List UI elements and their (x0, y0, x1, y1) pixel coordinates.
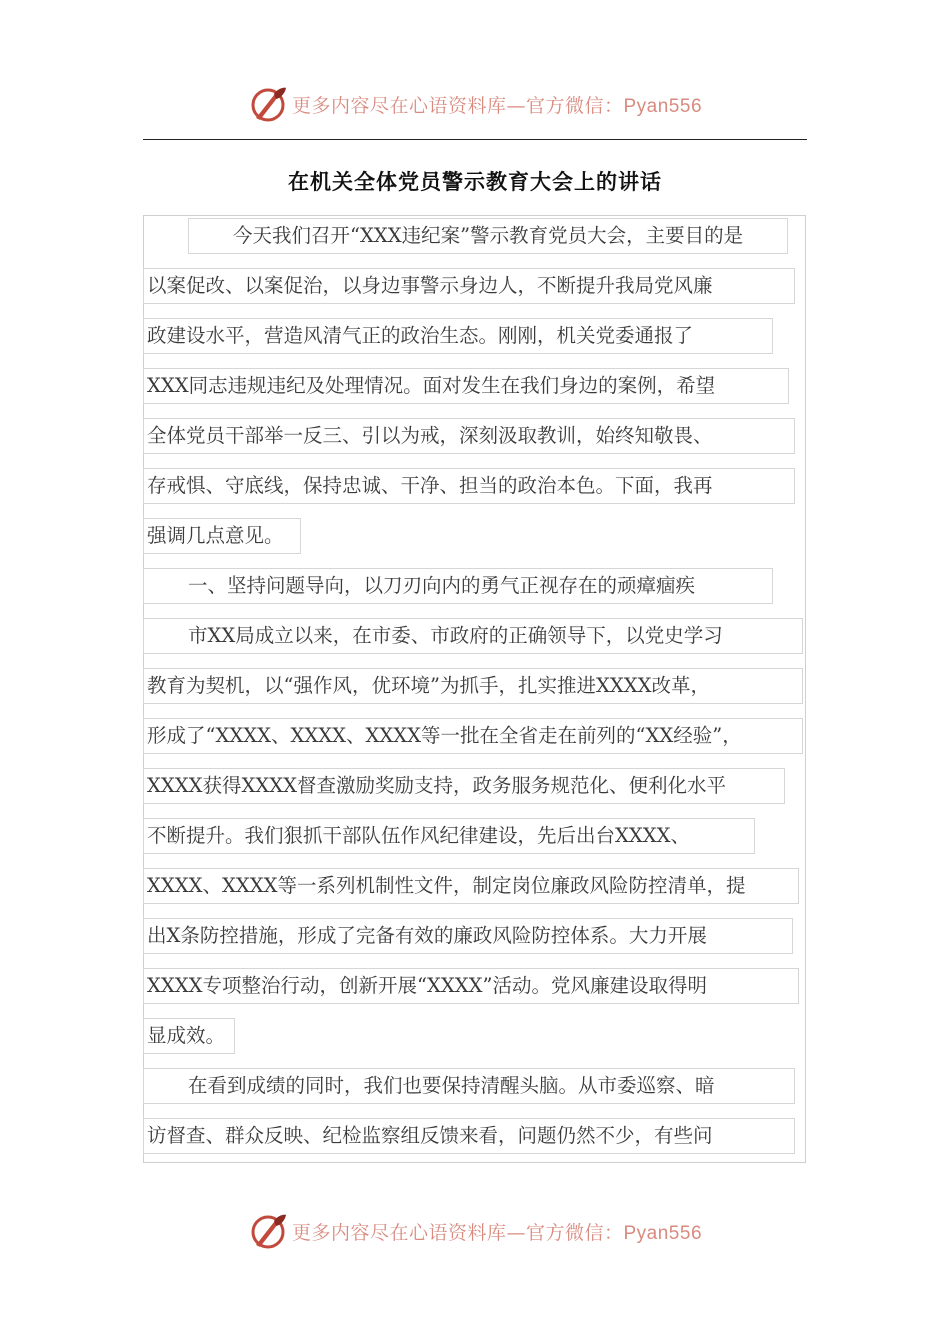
text-line: 存戒惧、守底线，保持忠诚、干净、担当的政治本色。下面，我再 (143, 468, 795, 504)
banner-text (292, 1218, 702, 1245)
banner-wechat-id: Pyan556 (623, 95, 703, 117)
header-rule (143, 139, 807, 140)
text-line: XXXX、XXXX等一系列机制性文件，制定岗位廉政风险防控清单，提 (143, 868, 799, 904)
text-line: 今天我们召开“XXX违纪案”警示教育党员大会，主要目的是 (188, 218, 788, 254)
section-heading: 一、坚持问题导向，以刀刃向内的勇气正视存在的顽瘴痼疾 (143, 568, 773, 604)
text-line: 显成效。 (143, 1018, 235, 1054)
text-line: 市XX局成立以来，在市委、市政府的正确领导下，以党史学习 (143, 618, 803, 654)
banner-wechat-id: Pyan556 (623, 1222, 703, 1244)
banner-text (292, 91, 702, 118)
quill-logo-icon (248, 84, 288, 124)
text-line: XXXX获得XXXX督查激励奖励支持，政务服务规范化、便利化水平 (143, 768, 785, 804)
text-line: 教育为契机，以“强作风，优环境”为抓手，扎实推进XXXX改革， (143, 668, 803, 704)
banner-label: 更多内容尽在心语资料库—官方微信： (291, 94, 624, 117)
text-line: 以案促改、以案促治，以身边事警示身边人，不断提升我局党风廉 (143, 268, 795, 304)
quill-logo-icon (248, 1211, 288, 1251)
text-line: XXXX专项整治行动，创新开展“XXXX”活动。党风廉建设取得明 (143, 968, 799, 1004)
text-line: 出X条防控措施，形成了完备有效的廉政风险防控体系。大力开展 (143, 918, 793, 954)
text-line: 强调几点意见。 (143, 518, 301, 554)
text-line: XXX同志违规违纪及处理情况。面对发生在我们身边的案例，希望 (143, 368, 789, 404)
banner-label: 更多内容尽在心语资料库—官方微信： (291, 1221, 624, 1244)
text-line: 在看到成绩的同时，我们也要保持清醒头脑。从市委巡察、暗 (143, 1068, 795, 1104)
text-line: 政建设水平，营造风清气正的政治生态。刚刚，机关党委通报了 (143, 318, 773, 354)
header-banner (0, 82, 950, 126)
document-title: 在机关全体党员警示教育大会上的讲话 (288, 170, 662, 194)
footer-banner (0, 1209, 950, 1253)
text-line: 形成了“XXXX、XXXX、XXXX等一批在全省走在前列的“XX经验”， (143, 718, 803, 754)
text-line: 全体党员干部举一反三、引以为戒，深刻汲取教训，始终知敬畏、 (143, 418, 795, 454)
text-line: 不断提升。我们狠抓干部队伍作风纪律建设，先后出台XXXX、 (143, 818, 755, 854)
text-line: 访督查、群众反映、纪检监察组反馈来看，问题仍然不少，有些问 (143, 1118, 795, 1154)
